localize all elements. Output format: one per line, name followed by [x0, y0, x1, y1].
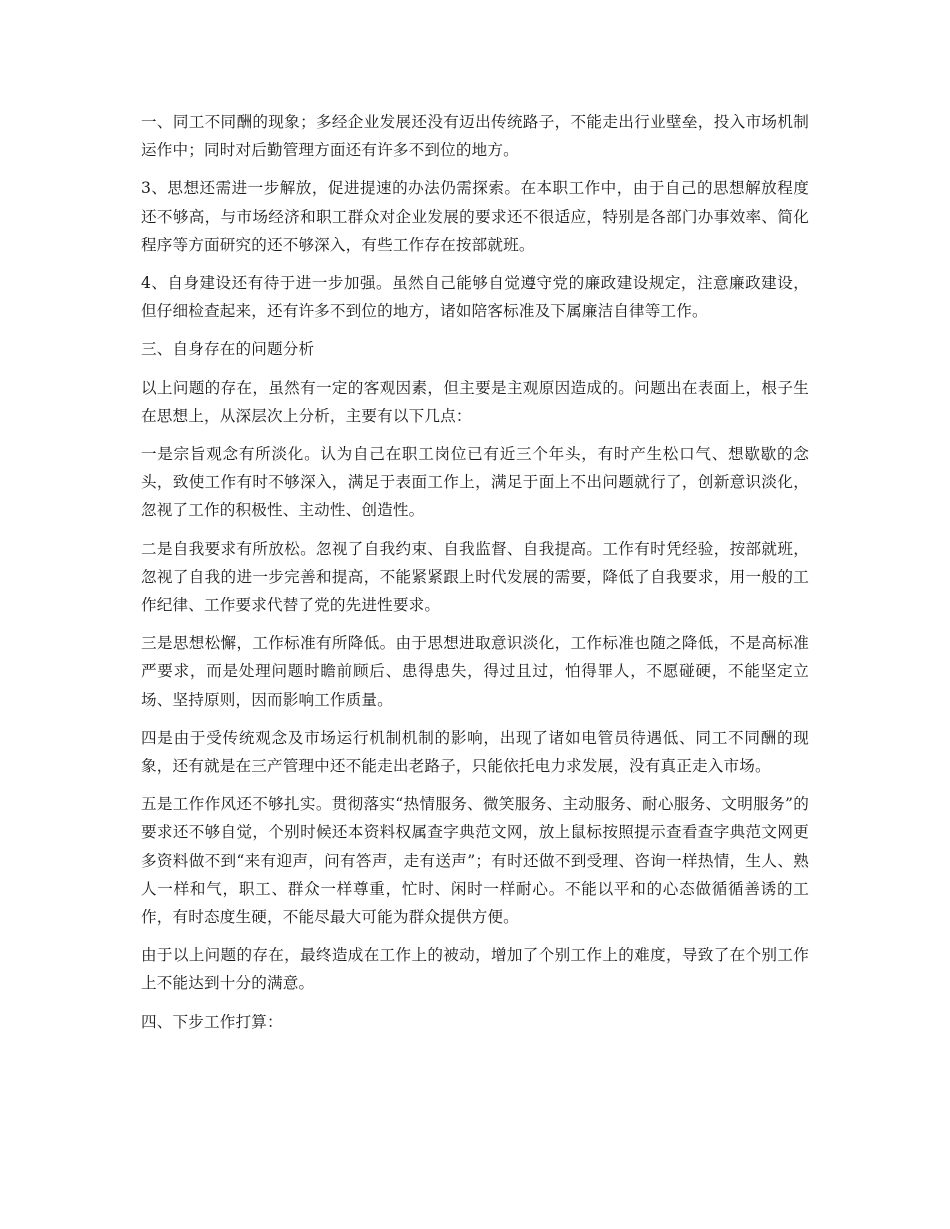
paragraph: 以上问题的存在，虽然有一定的客观因素，但主要是主观原因造成的。问题出在表面上，根子生在思想上，从深层次上分析，主要有以下几点： [141, 378, 809, 425]
paragraph: 一、同工不同酬的现象；多经企业发展还没有迈出传统路子，不能走出行业壁垒，投入市场机制运作中；同时对后勤管理方面还有许多不到位的地方。 [141, 113, 809, 160]
section-heading: 四、下步工作打算： [141, 1012, 283, 1031]
paragraph: 4、自身建设还有待于进一步加强。虽然自己能够自觉遵守党的廉政建设规定，注意廉政建设，但仔细检查起来，还有许多不到位的地方，诸如陪客标准及下属廉洁自律等工作。 [141, 274, 809, 321]
document-body [141, 108, 809, 1046]
paragraph: 由于以上问题的存在，最终造成在工作上的被动，增加了个别工作上的难度，导致了在个别工作上不能达到十分的满意。 [141, 946, 809, 993]
section-heading: 三、自身存在的问题分析 [141, 340, 315, 359]
paragraph: 3、思想还需进一步解放，促进提速的办法仍需探索。在本职工作中，由于自己的思想解放程度还不够高，与市场经济和职工群众对企业发展的要求还不很适应，特别是各部门办事效率、简化程序等方面研究的还不够深入，有些工作存在按部就班。 [141, 179, 809, 254]
paragraph: 五是工作作风还不够扎实。贯彻落实“热情服务、微笑服务、主动服务、耐心服务、文明服务”的要求还不够自觉，个别时候还本资料权属查字典范文网，放上鼠标按照提示查看查字典范文网更多资料做不到“来有迎声，问有答声，走有送声”；有时还做不到受理、咨询一样热情，生人、熟人一样和气，职工、群众一样尊重，忙时、闲时一样耐心。不能以平和的心态做循循善诱的工作，有时态度生硬，不能尽最大可能为群众提供方便。 [141, 795, 809, 927]
paragraph: 三是思想松懈，工作标准有所降低。由于思想进取意识淡化，工作标准也随之降低，不是高标准严要求，而是处理问题时瞻前顾后、患得患失，得过且过，怕得罪人，不愿碰硬，不能坚定立场、坚持原则，因而影响工作质量。 [141, 634, 809, 709]
paragraph: 二是自我要求有所放松。忽视了自我约束、自我监督、自我提高。工作有时凭经验，按部就班，忽视了自我的进一步完善和提高，不能紧紧跟上时代发展的需要，降低了自我要求，用一般的工作纪律、工作要求代替了党的先进性要求。 [141, 539, 809, 615]
paragraph: 四是由于受传统观念及市场运行机制机制的影响，出现了诸如电管员待遇低、同工不同酬的现象，还有就是在三产管理中还不能走出老路子，只能依托电力求发展，没有真正走入市场。 [141, 728, 809, 776]
paragraph: 一是宗旨观念有所淡化。认为自己在职工岗位已有近三个年头，有时产生松口气、想歇歇的念头，致使工作有时不够深入，满足于表面工作上，满足于面上不出问题就行了，创新意识淡化，忽视了工作的积极性、主动性、创造性。 [141, 445, 809, 520]
